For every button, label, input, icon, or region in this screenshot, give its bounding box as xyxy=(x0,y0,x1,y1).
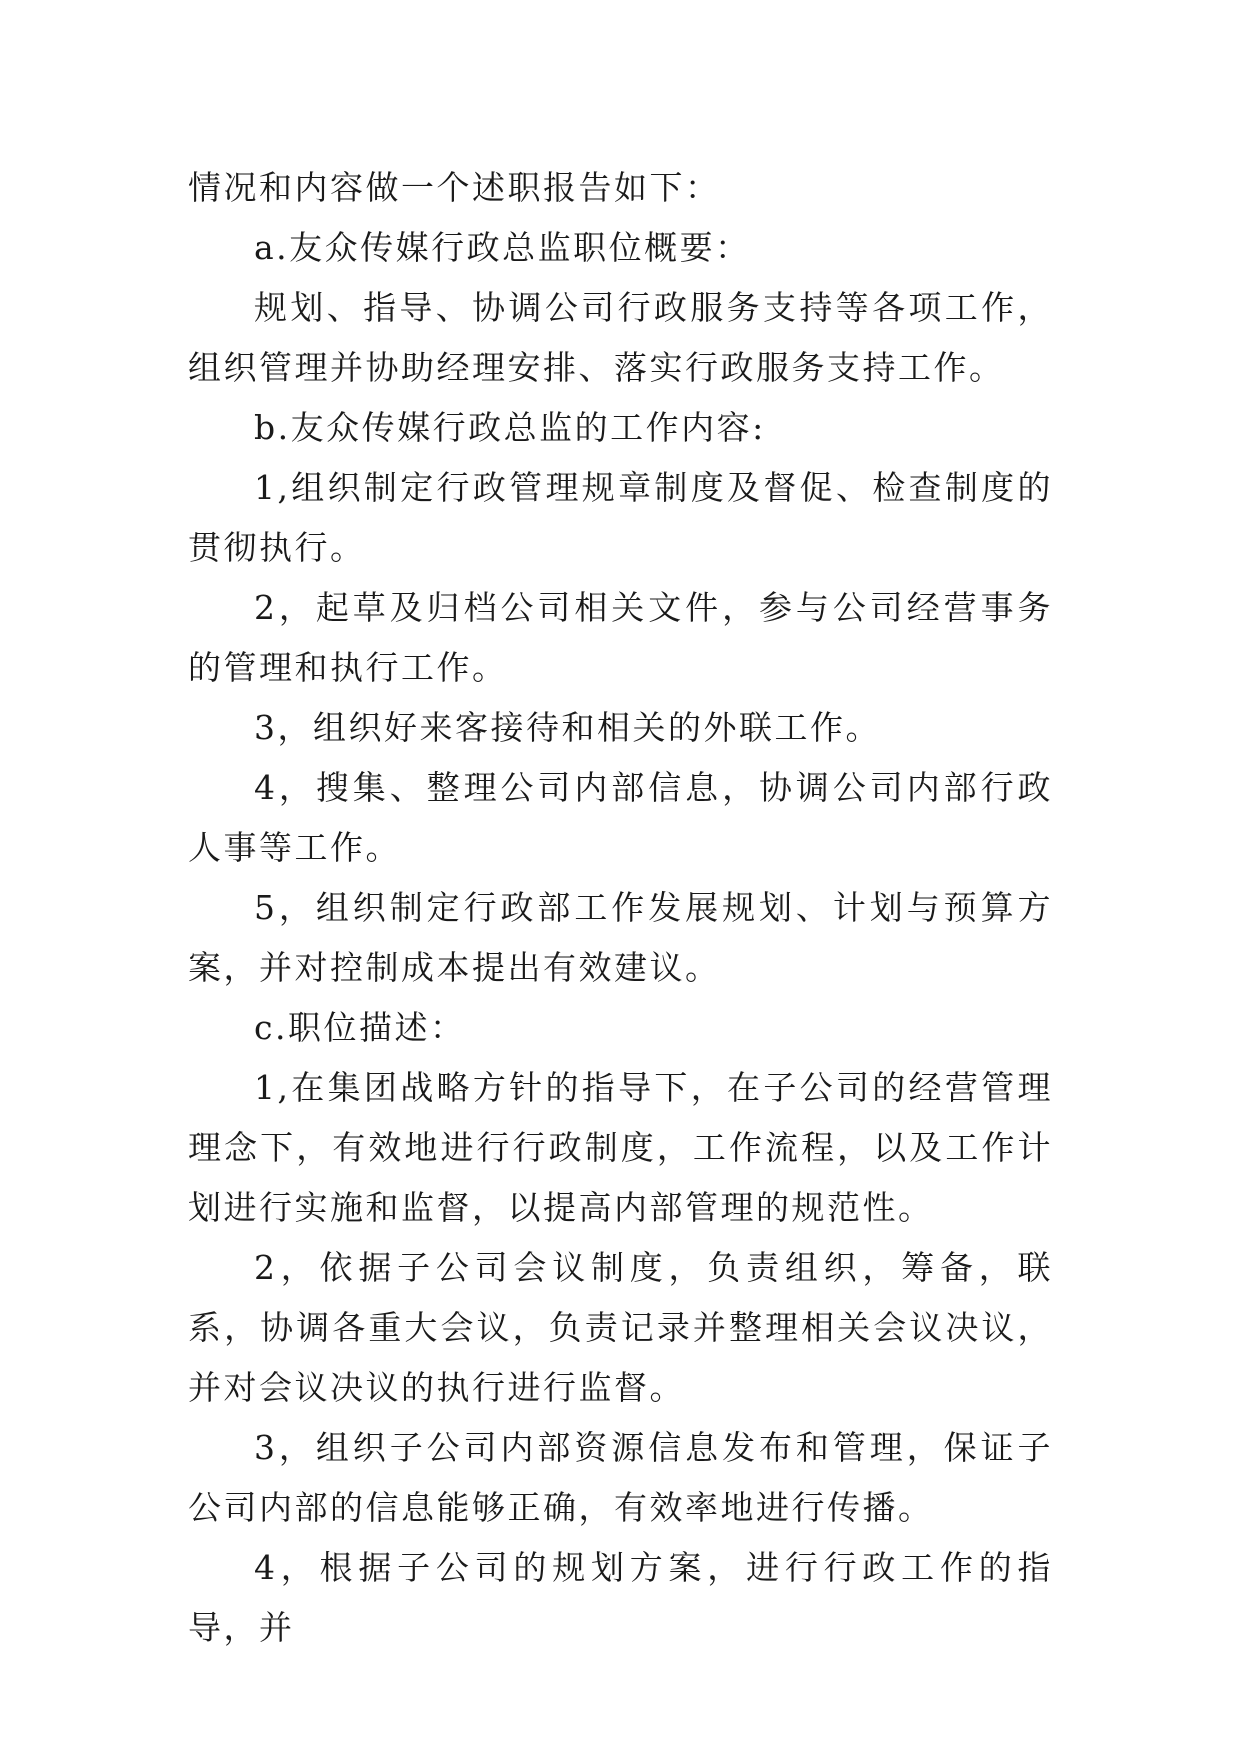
paragraph-12: 2，依据子公司会议制度，负责组织，筹备，联系，协调各重大会议，负责记录并整理相关会议决议，并对会议决议的执行进行监督。 xyxy=(188,1248,1053,1407)
paragraph-13: 3，组织子公司内部资源信息发布和管理，保证子公司内部的信息能够正确，有效率地进行传播。 xyxy=(188,1428,1053,1527)
paragraph-8: 4，搜集、整理公司内部信息，协调公司内部行政人事等工作。 xyxy=(188,768,1053,867)
paragraph-14: 4，根据子公司的规划方案，进行行政工作的指导，并 xyxy=(188,1548,1053,1647)
paragraph-3: 规划、指导、协调公司行政服务支持等各项工作，组织管理并协助经理安排、落实行政服务支持工作。 xyxy=(188,288,1053,387)
paragraph-9: 5，组织制定行政部工作发展规划、计划与预算方案，并对控制成本提出有效建议。 xyxy=(188,888,1053,987)
paragraph-2: a.友众传媒行政总监职位概要： xyxy=(254,228,751,267)
paragraph-10: c.职位描述： xyxy=(254,1008,466,1047)
paragraph-4: b.友众传媒行政总监的工作内容: xyxy=(254,408,766,447)
paragraph-11: 1,在集团战略方针的指导下，在子公司的经营管理理念下，有效地进行行政制度，工作流程，以及工作计划进行实施和监督，以提高内部管理的规范性。 xyxy=(188,1068,1053,1227)
document-body xyxy=(188,158,1053,1658)
paragraph-7: 3，组织好来客接待和相关的外联工作。 xyxy=(254,708,881,747)
paragraph-5: 1,组织制定行政管理规章制度及督促、检查制度的贯彻执行。 xyxy=(188,468,1053,567)
paragraph-1: 情况和内容做一个述职报告如下： xyxy=(188,168,721,207)
paragraph-6: 2，起草及归档公司相关文件，参与公司经营事务的管理和执行工作。 xyxy=(188,588,1053,687)
